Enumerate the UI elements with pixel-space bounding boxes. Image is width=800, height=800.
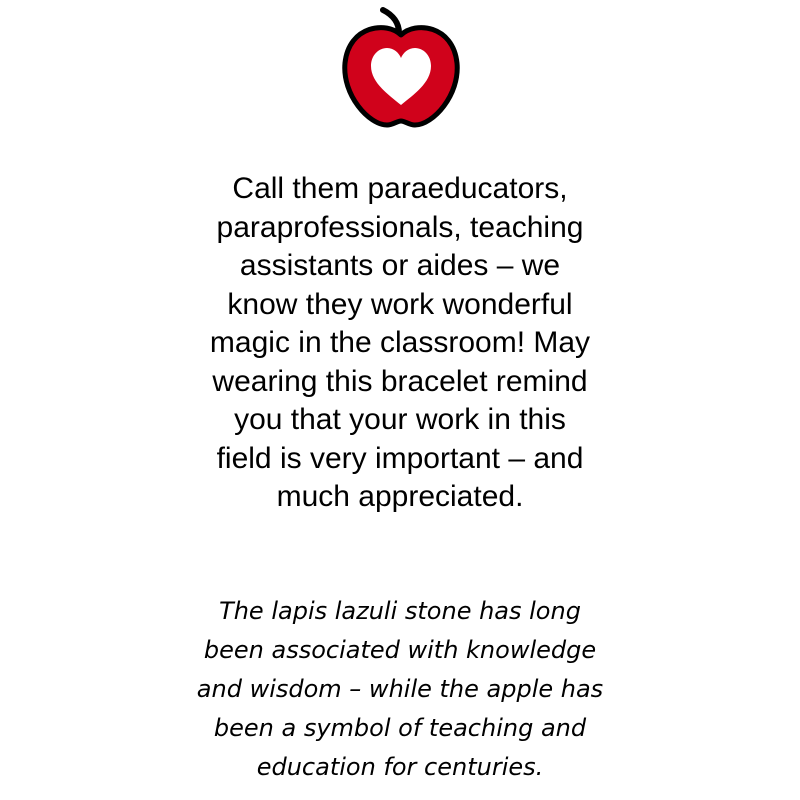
main-message-line: Call them paraeducators, (232, 172, 568, 205)
main-message-line: paraprofessionals, teaching (216, 210, 584, 244)
main-message-line: you that your work in this (234, 403, 566, 436)
apple-heart-icon (339, 5, 463, 129)
lapis-note-line: been a symbol of teaching and (213, 714, 587, 742)
lapis-note (150, 592, 650, 787)
lapis-note-line: been associated with knowledge (203, 636, 597, 664)
main-message-line: wearing this bracelet remind (212, 364, 588, 398)
lapis-note-line: education for centuries. (256, 753, 544, 781)
lapis-note-line: The lapis lazuli stone has long (219, 597, 581, 625)
lapis-note-line: and wisdom – while the apple has (196, 675, 604, 703)
main-message (150, 170, 650, 517)
main-message-line: know they work wonderful (227, 287, 573, 321)
main-message-line: magic in the classroom! May (209, 326, 591, 359)
main-message-line: much appreciated. (276, 480, 524, 513)
main-message-line: assistants or aides – we (239, 249, 561, 282)
main-message-line: field is very important – and (216, 441, 584, 475)
